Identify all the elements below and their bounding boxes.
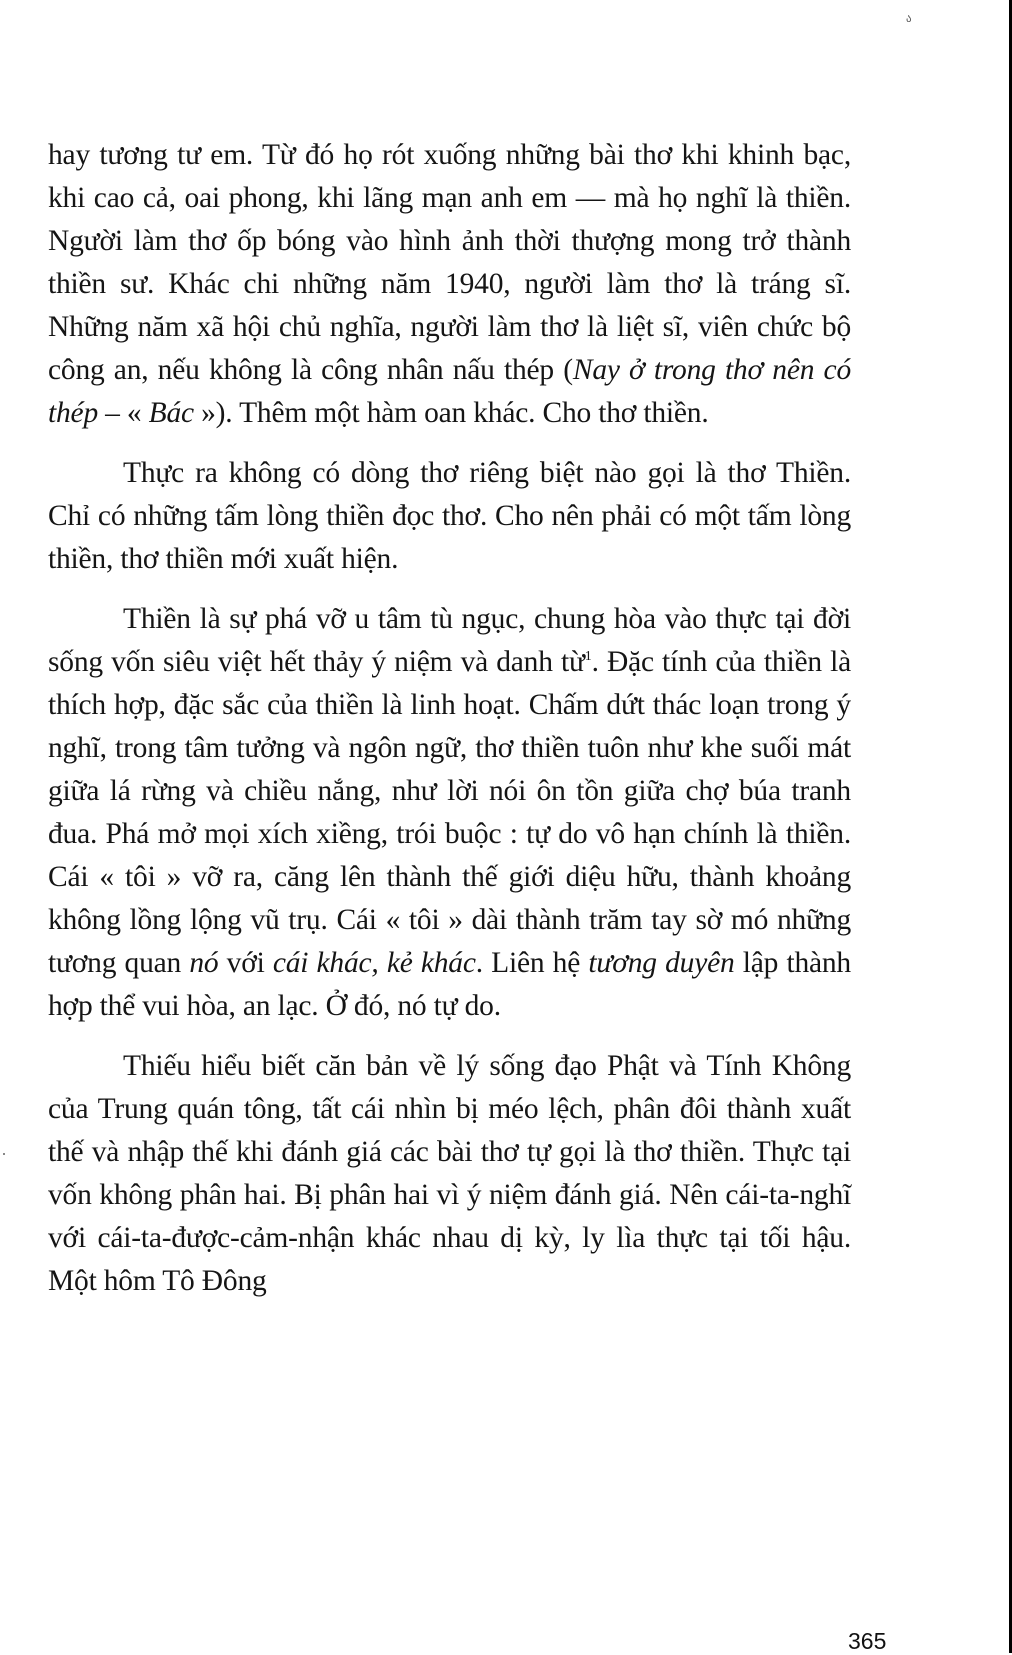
page-body: [48, 134, 851, 1303]
text-run: Thiếu hiểu biết căn bản về lý sống đạo Phật và Tính Không của Trung quán tông, tất cái nhìn bị méo lệch, phân đôi thành xuất thế và nhập thế khi đánh giá các bài thơ tự gọi là thơ thiền. Thực tại vốn không phân hai. Bị phân hai vì ý niệm đánh giá. Nên cái-ta-nghĩ với cái-ta-được-cảm-nhận khác nhau dị kỳ, ly lìa thực tại tối hậu. Một hôm Tô Đông: [48, 1050, 851, 1297]
italic-text: nó: [189, 947, 219, 979]
footnote-marker[interactable]: 1: [584, 649, 592, 665]
text-run: hay tương tư em. Từ đó họ rót xuống những bài thơ khi khinh bạc, khi cao cả, oai phong, khi lãng mạn anh em — mà họ nghĩ là thiền. Người làm thơ ốp bóng vào hình ảnh thời thượng mong trở thành thiền sư. Khác chi những năm 1940, người làm thơ là tráng sĩ. Những năm xã hội chủ nghĩa, người làm thơ là liệt sĩ, viên chức bộ công an, nếu không là công nhân nấu thép (: [48, 139, 851, 386]
italic-text: Nay ở trong thơ nên có thép: [48, 354, 851, 429]
text-run: . Đặc tính của thiền là thích hợp, đặc sắc của thiền là linh hoạt. Chấm dứt thác loạn trong ý nghĩ, trong tâm tưởng và ngôn ngữ, thơ thiền tuôn như khe suối mát giữa lá rừng và chiều nắng, như lời nói ôn tồn giữa chợ búa tranh đua. Phá mở mọi xích xiềng, trói buộc : tự do vô hạn chính là thiền. Cái « tôi » vỡ ra, căng lên thành thế giới diệu hữu, thành khoảng không lồng lộng vũ trụ. Cái « tôi » dài thành trăm tay sờ mó những tương quan: [48, 646, 851, 979]
text-run: – «: [98, 397, 149, 429]
paragraph: [48, 1045, 851, 1303]
italic-text: Bác: [148, 397, 194, 429]
text-run: lập thành hợp thể vui hòa, an lạc. Ở đó, nó tự do.: [48, 947, 851, 1022]
text-run: Thiền là sự phá vỡ u tâm tù ngục, chung hòa vào thực tại đời sống vốn siêu việt hết thảy ý niệm và danh từ: [48, 603, 851, 678]
text-run: »). Thêm một hàm oan khác. Cho thơ thiền.: [193, 397, 709, 429]
paragraph: [48, 134, 851, 435]
text-run: Thực ra không có dòng thơ riêng biệt nào gọi là thơ Thiền. Chỉ có những tấm lòng thiền đọc thơ. Cho nên phải có một tấm lòng thiền, thơ thiền mới xuất hiện.: [48, 457, 851, 575]
paragraph: [48, 452, 851, 581]
italic-text: cái khác, kẻ khác: [272, 947, 476, 979]
corner-mark: ა: [906, 12, 912, 25]
paragraph: [48, 598, 851, 1028]
page-number: 365: [848, 1628, 887, 1654]
italic-text: tương duyên: [588, 947, 735, 979]
text-run: với: [218, 947, 273, 979]
text-run: . Liên hệ: [475, 947, 589, 979]
scan-speck: [3, 1153, 5, 1155]
